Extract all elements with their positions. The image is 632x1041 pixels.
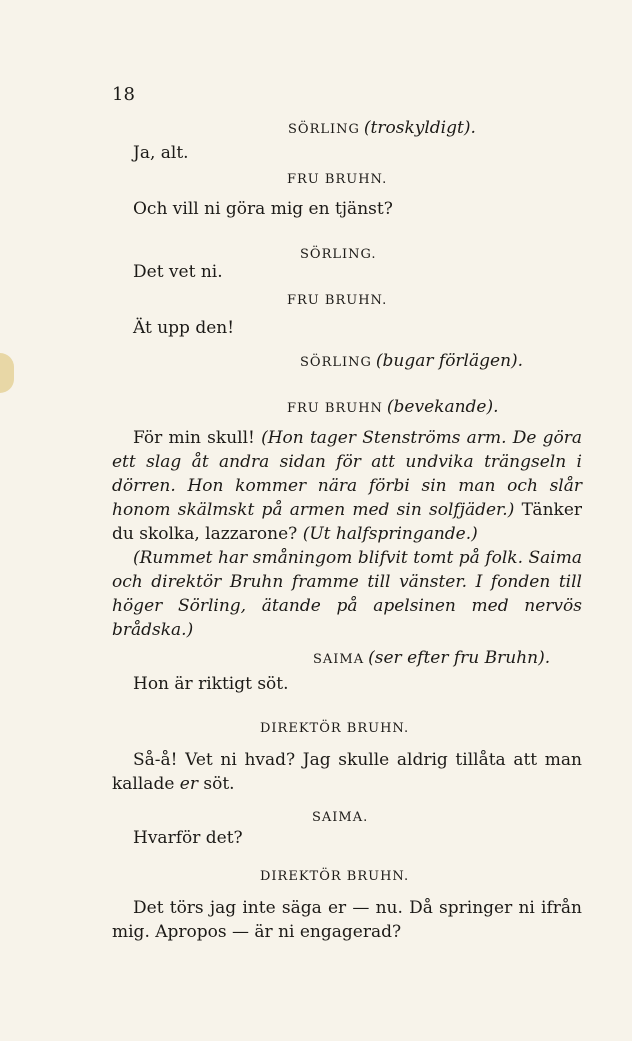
speaker-heading: DIREKTÖR BRUHN. [260, 869, 410, 884]
dialogue-line: Ät upp den! [133, 318, 235, 338]
stage-direction-paragraph: (Rummet har småningom blifvit tomt på folk. Saima och direktör Bruhn framme till vänster. I fonden till höger Sörling, ätande på apelsinen med nervös brådska.) [112, 548, 582, 640]
speaker-heading: SÖRLING. [300, 247, 377, 262]
speaker-heading: SAIMA. [312, 810, 369, 825]
page-tab [0, 353, 14, 393]
dialogue-paragraph: Så-å! Vet ni hvad? Jag skulle aldrig tillåta att man kallade er söt. [112, 750, 582, 794]
speaker-heading: SÖRLING (troskyldigt). [288, 118, 476, 138]
speaker-heading: DIREKTÖR BRUHN. [260, 721, 410, 736]
speaker-heading: FRU BRUHN. [287, 293, 388, 308]
dialogue-line: Hon är riktigt söt. [133, 674, 289, 694]
dialogue-paragraph: Det törs jag inte säga er — nu. Då springer ni ifrån mig. Apropos — är ni engagerad? [112, 898, 582, 942]
dialogue-line: Hvarför det? [133, 828, 243, 848]
dialogue-paragraph: För min skull! (Hon tager Stenströms arm. De göra ett slag åt andra sidan för att undvika trängseln i dörren. Hon kommer nära förbi sin man och slår honom skälmskt på armen med sin solfjäder.) Tänker du skolka, lazzarone? (Ut halfspringande.) [112, 428, 582, 544]
dialogue-line: Och vill ni göra mig en tjänst? [133, 199, 393, 219]
stage-direction: (Hon tager Stenströms arm. De göra ett slag åt andra sidan för att undvika trängseln i dörren. Hon kommer nära förbi sin man och slår honom skälmskt på armen med sin solfjäder.) [112, 428, 582, 520]
speaker-heading: FRU BRUHN (bevekande). [287, 397, 499, 417]
dialogue-line: Det vet ni. [133, 262, 223, 282]
speaker-heading: SÖRLING (bugar förlägen). [300, 351, 524, 371]
page-number: 18 [112, 84, 135, 105]
stage-direction: (Ut halfspringande.) [302, 524, 478, 544]
speaker-heading: SAIMA (ser efter fru Bruhn). [313, 648, 551, 668]
dialogue-line: Ja, alt. [133, 143, 189, 163]
speaker-heading: FRU BRUHN. [287, 172, 388, 187]
